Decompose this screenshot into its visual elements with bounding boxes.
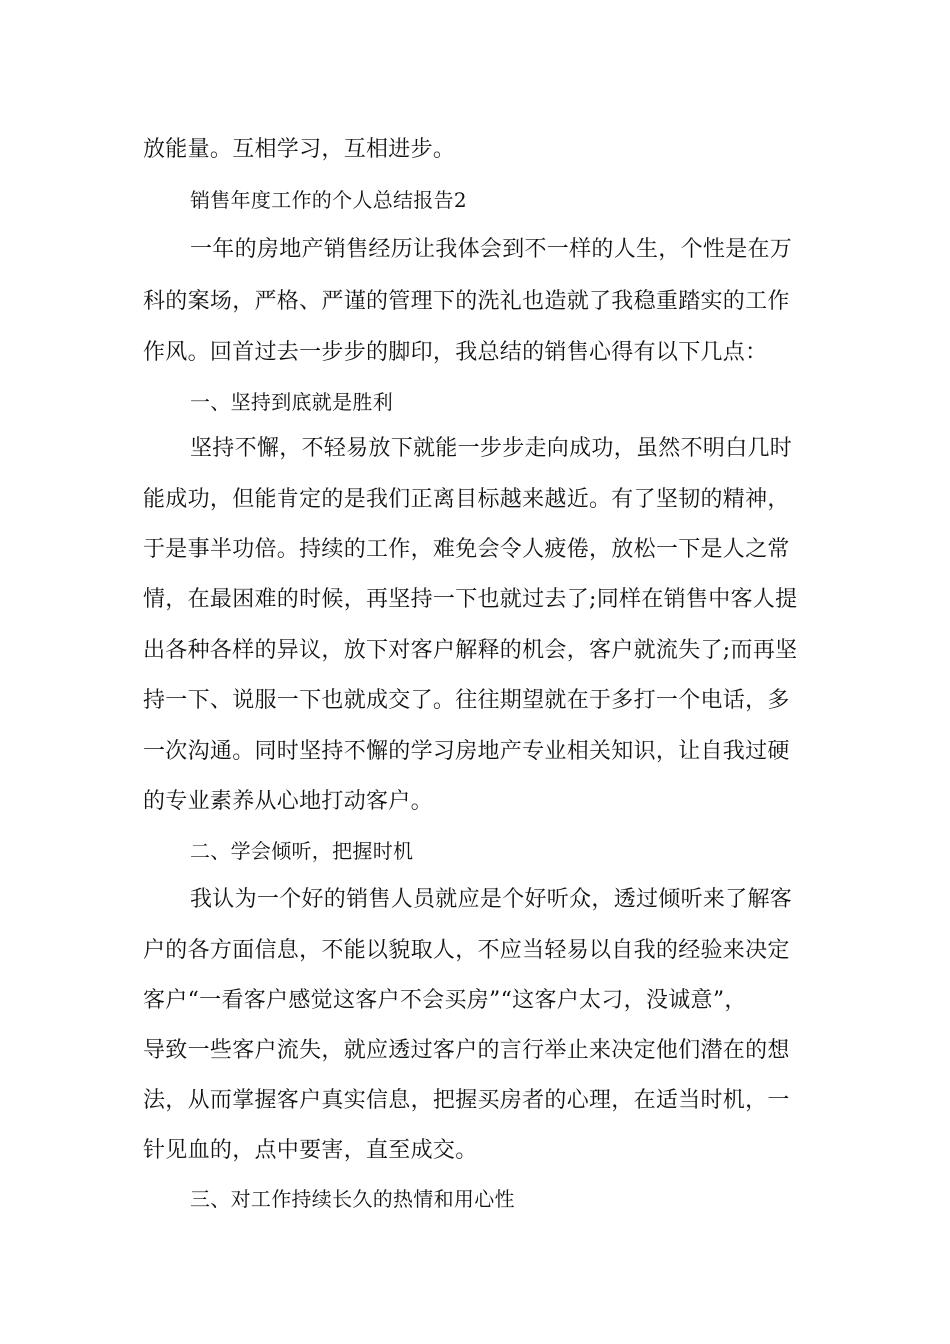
text-line: 一年的房地产销售经历让我体会到不一样的人生，个性是在万: [190, 237, 793, 262]
text-line: 客户“一看客户感觉这客户不会买房”“这客户太刁，没诚意”，: [143, 988, 747, 1013]
text-line: 我认为一个好的销售人员就应是个好听众，透过倾听来了解客: [190, 887, 793, 912]
section-heading: 一、坚持到底就是胜利: [190, 390, 393, 414]
text-line: 针见血的，点中要害，直至成交。: [143, 1138, 478, 1163]
text-line: 持一下、说服一下也就成交了。往往期望就在于多打一个电话，多: [143, 688, 790, 713]
text-line: 放能量。互相学习，互相进步。: [143, 137, 456, 162]
text-line: 出各种各样的异议，放下对客户解释的机会，客户就流失了;而再坚: [143, 638, 798, 663]
text-line: 坚持不懈，不轻易放下就能一步步走向成功，虽然不明白几时: [190, 436, 793, 461]
section-title: 销售年度工作的个人总结报告2: [190, 188, 467, 212]
text-line: 科的案场，严格、严谨的管理下的洗礼也造就了我稳重踏实的工作: [143, 289, 790, 314]
text-line: 作风。回首过去一步步的脚印，我总结的销售心得有以下几点：: [143, 340, 768, 365]
text-line: 法，从而掌握客户真实信息，把握买房者的心理，在适当时机，一: [143, 1088, 790, 1113]
section-heading: 二、学会倾听，把握时机: [190, 839, 414, 863]
text-line: 能成功，但能肯定的是我们正离目标越来越近。有了坚韧的精神，: [143, 487, 790, 512]
text-line: 的专业素养从心地打动客户。: [143, 789, 433, 814]
text-line: 一次沟通。同时坚持不懈的学习房地产专业相关知识，让自我过硬: [143, 739, 790, 764]
text-line: 户的各方面信息，不能以貌取人，不应当轻易以自我的经验来决定: [143, 938, 790, 963]
text-line: 于是事半功倍。持续的工作，难免会令人疲倦，放松一下是人之常: [143, 537, 790, 562]
text-line: 情，在最困难的时候，再坚持一下也就过去了;同样在销售中客人提: [143, 587, 798, 612]
text-line: 导致一些客户流失，就应透过客户的言行举止来决定他们潜在的想: [143, 1038, 790, 1063]
section-heading: 三、对工作持续长久的热情和用心性: [190, 1187, 515, 1211]
